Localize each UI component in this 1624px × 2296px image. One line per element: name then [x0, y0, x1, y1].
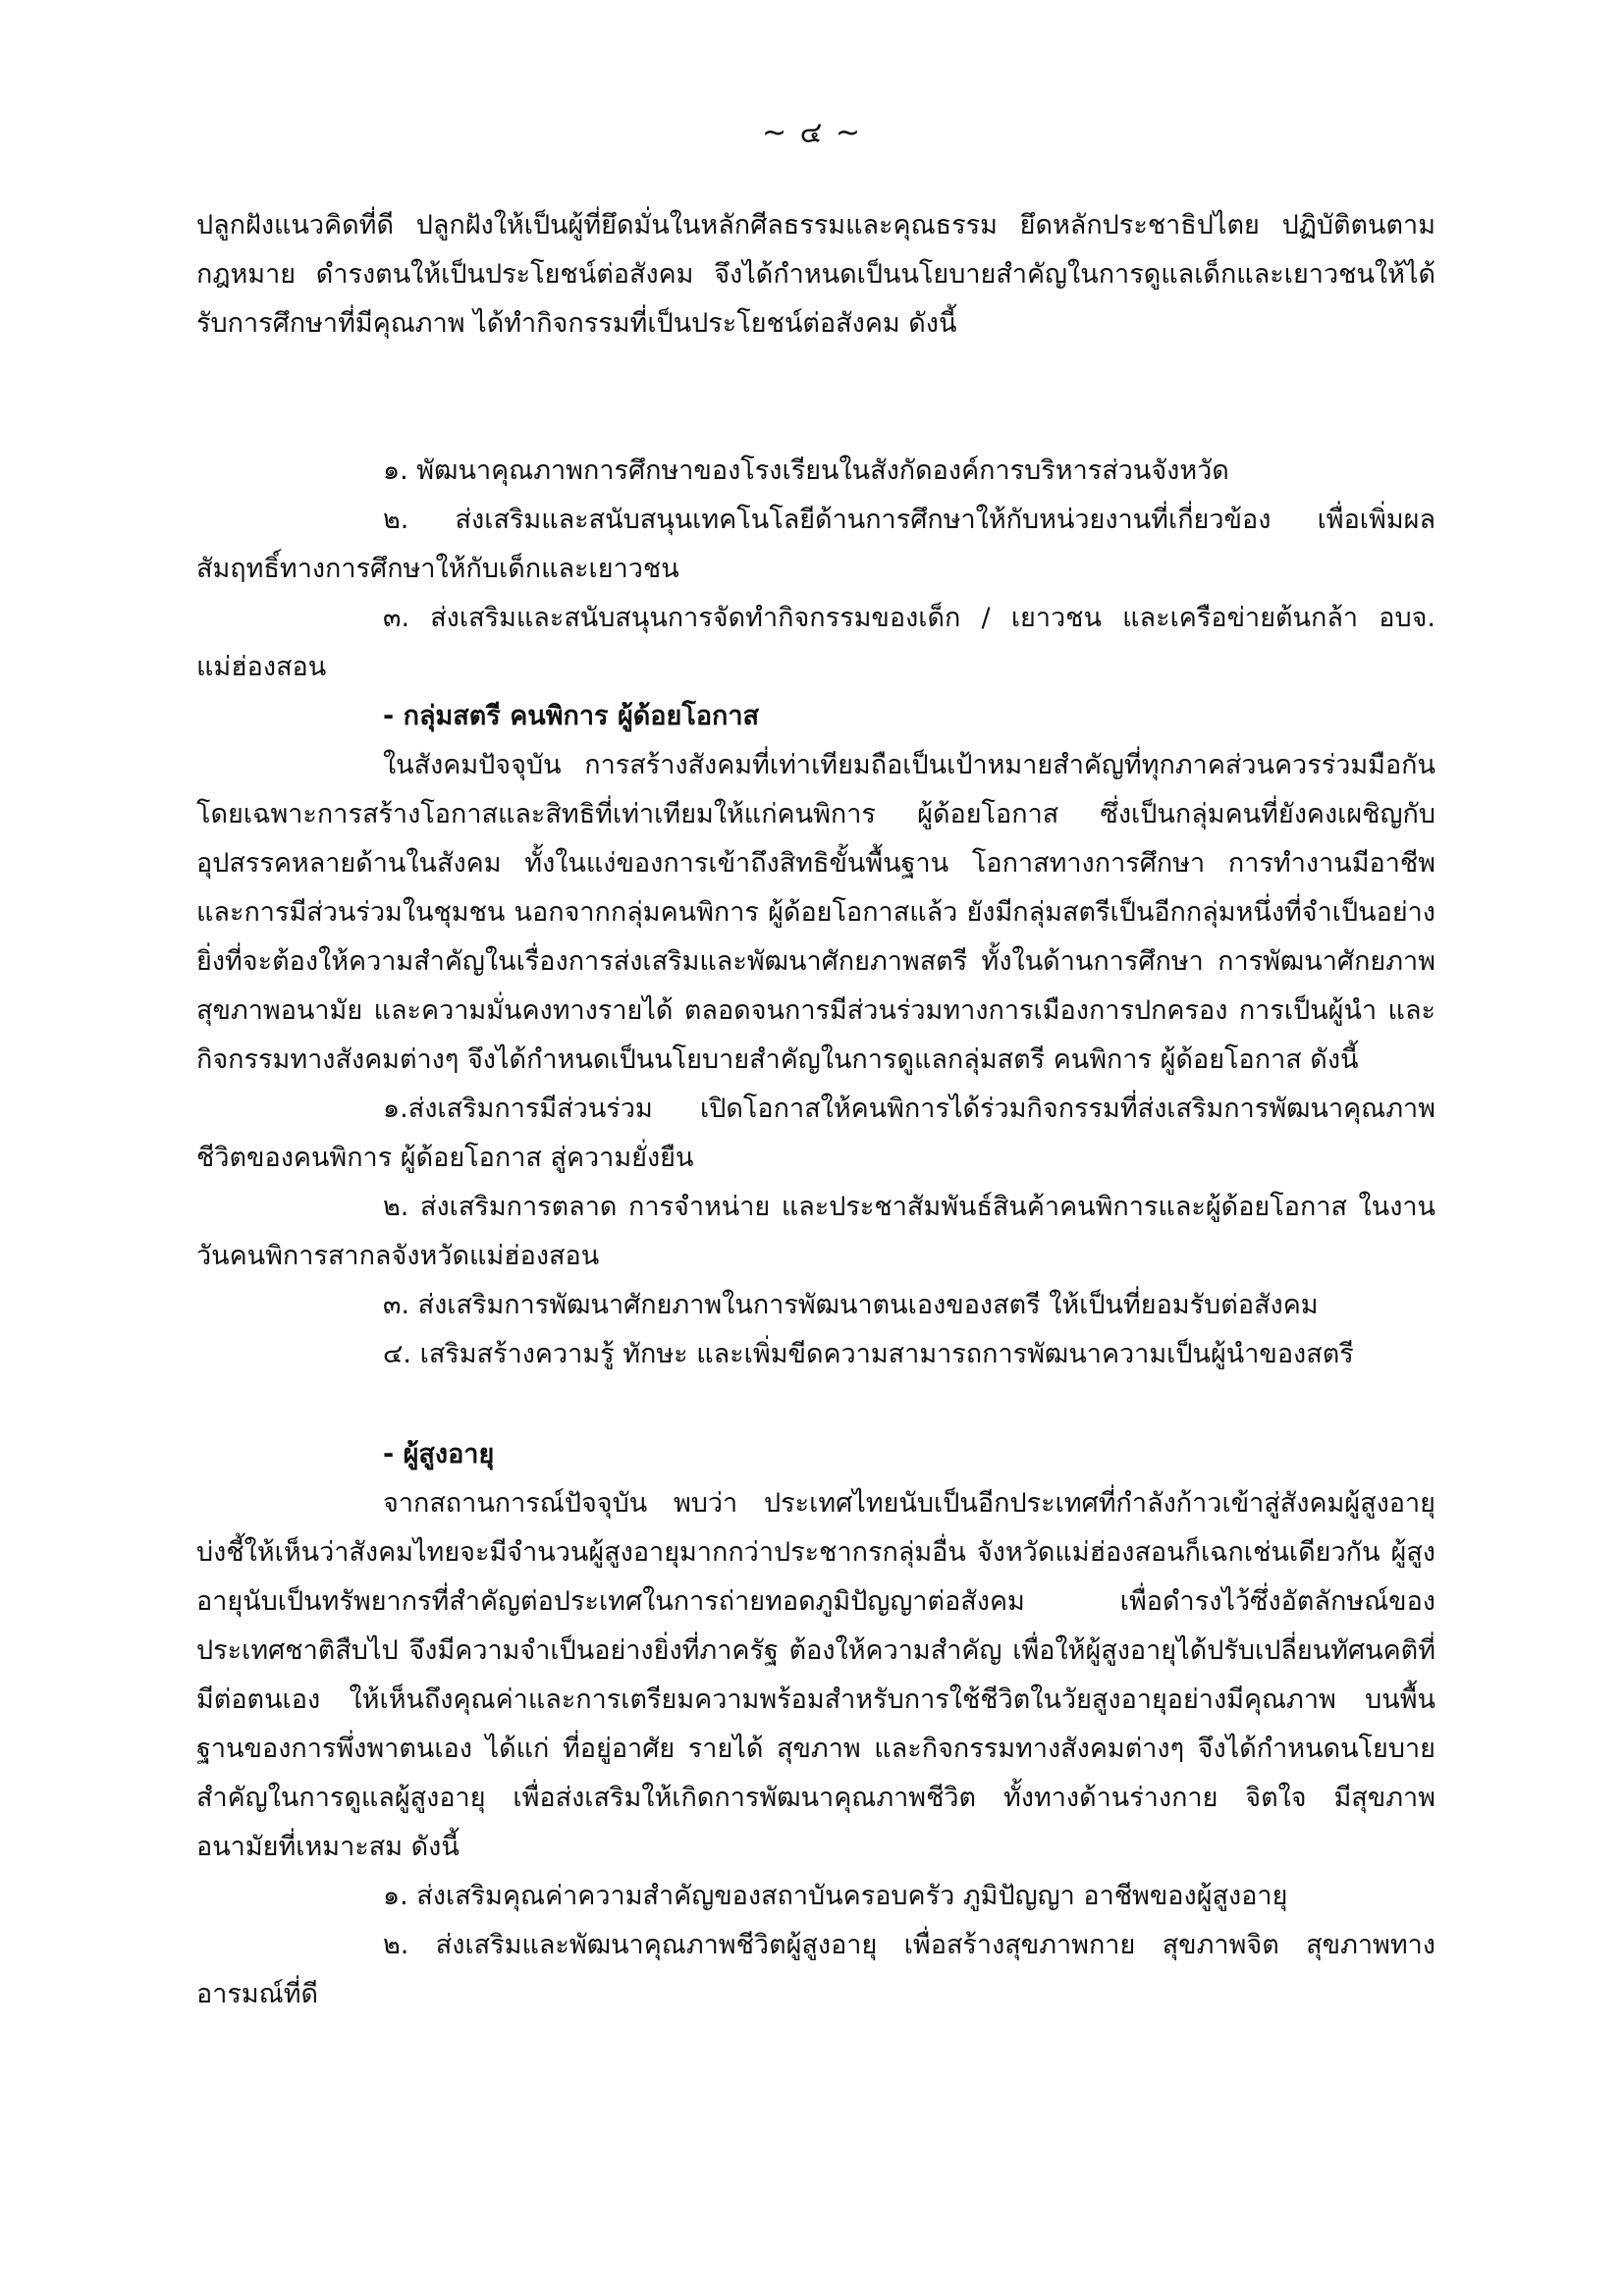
elderly-item-1: ๑. ส่งเสริมคุณค่าความสำคัญของสถาบันครอบครัว ภูมิปัญญา อาชีพของผู้สูงอายุ — [383, 1881, 1288, 1911]
women-item-2: ๒. ส่งเสริมการตลาด การจำหน่าย และประชาสัมพันธ์สินค้าคนพิการและผู้ด้อยโอกาส ในงานวันคนพิการสากลจังหวัดแม่ฮ่องสอน — [196, 1192, 1435, 1271]
elderly-section-heading: - ผู้สูงอายุ — [383, 1439, 495, 1469]
spacer — [196, 1379, 1435, 1430]
document-body — [196, 201, 1435, 2019]
women-item-3: ๓. ส่งเสริมการพัฒนาศักยภาพในการพัฒนาตนเองของสตรี ให้เป็นที่ยอมรับต่อสังคม — [383, 1290, 1319, 1320]
intro-paragraph: ปลูกฝังแนวคิดที่ดี ปลูกฝังให้เป็นผู้ที่ยึดมั่นในหลักศีลธรรมและคุณธรรม ยึดหลักประชาธิปไตย ปฏิบัติตนตามกฎหมาย ดำรงตนให้เป็นประโยชน์ต่อสังคม จึงได้กำหนดเป็นนโยบายสำคัญในการดูแลเด็กและเยาวชนให้ได้รับการศึกษาที่มีคุณภาพ ได้ทำกิจกรรมที่เป็นประโยชน์ต่อสังคม ดังนี้ — [196, 210, 1435, 339]
women-item-1: ๑.ส่งเสริมการมีส่วนร่วม เปิดโอกาสให้คนพิการได้ร่วมกิจกรรมที่ส่งเสริมการพัฒนาคุณภาพชีวิตของคนพิการ ผู้ด้อยโอกาส สู่ความยั่งยืน — [196, 1094, 1435, 1173]
women-section-paragraph: ในสังคมปัจจุบัน การสร้างสังคมที่เท่าเทียมถือเป็นเป้าหมายสำคัญที่ทุกภาคส่วนควรร่วมมือกัน โดยเฉพาะการสร้างโอกาสและสิทธิที่เท่าเทียมให้แก่คนพิการ ผู้ด้อยโอกาส ซึ่งเป็นกลุ่มคนที่ยังคงเผชิญกับอุปสรรคหลายด้านในสังคม ทั้งในแง่ของการเข้าถึงสิทธิขั้นพื้นฐาน โอกาสทางการศึกษา การทำงานมีอาชีพ และการมีส่วนร่วมในชุมชน นอกจากกลุ่มคนพิการ ผู้ด้อยโอกาสแล้ว ยังมีกลุ่มสตรีเป็นอีกกลุ่มหนึ่งที่จำเป็นอย่างยิ่งที่จะต้องให้ความสำคัญในเรื่องการส่งเสริมและพัฒนาศักยภาพสตรี ทั้งในด้านการศึกษา การพัฒนาศักยภาพ สุขภาพอนามัย และความมั่นคงทางรายได้ ตลอดจนการมีส่วนร่วมทางการเมืองการปกครอง การเป็นผู้นำ และกิจกรรมทางสังคมต่างๆ จึงได้กำหนดเป็นนโยบายสำคัญในการดูแลกลุ่มสตรี คนพิการ ผู้ด้อยโอกาส ดังนี้ — [196, 750, 1435, 1075]
youth-item-2: ๒. ส่งเสริมและสนับสนุนเทคโนโลยีด้านการศึกษาให้กับหน่วยงานที่เกี่ยวข้อง เพื่อเพิ่มผลสัมฤทธิ์ทางการศึกษาให้กับเด็กและเยาวชน — [196, 505, 1435, 584]
elderly-section-paragraph: จากสถานการณ์ปัจจุบัน พบว่า ประเทศไทยนับเป็นอีกประเทศที่กำลังก้าวเข้าสู่สังคมผู้สูงอายุ บ่งชี้ให้เห็นว่าสังคมไทยจะมีจำนวนผู้สูงอายุมากกว่าประชากรกลุ่มอื่น จังหวัดแม่ฮ่องสอนก็เฉกเช่นเดียวกัน ผู้สูงอายุนับเป็นทรัพยากรที่สำคัญต่อประเทศในการถ่ายทอดภูมิปัญญาต่อสังคม เพื่อดำรงไว้ซึ่งอัตลักษณ์ของประเทศชาติสืบไป จึงมีความจำเป็นอย่างยิ่งที่ภาครัฐ ต้องให้ความสำคัญ เพื่อให้ผู้สูงอายุได้ปรับเปลี่ยนทัศนคติที่มีต่อตนเอง ให้เห็นถึงคุณค่าและการเตรียมความพร้อมสำหรับการใช้ชีวิตในวัยสูงอายุอย่างมีคุณภาพ บนพื้นฐานของการพึ่งพาตนเอง ได้แก่ ที่อยู่อาศัย รายได้ สุขภาพ และกิจกรรมทางสังคมต่างๆ จึงได้กำหนดนโยบายสำคัญในการดูแลผู้สูงอายุ เพื่อส่งเสริมให้เกิดการพัฒนาคุณภาพชีวิต ทั้งทางด้านร่างกาย จิตใจ มีสุขภาพอนามัยที่เหมาะสม ดังนี้ — [196, 1488, 1435, 1862]
women-section-heading: - กลุ่มสตรี คนพิการ ผู้ด้อยโอกาส — [383, 701, 760, 731]
youth-item-1: ๑. พัฒนาคุณภาพการศึกษาของโรงเรียนในสังกัดองค์การบริหารส่วนจังหวัด — [383, 455, 1229, 486]
youth-item-3: ๓. ส่งเสริมและสนับสนุนการจัดทำกิจกรรมของเด็ก / เยาวชน และเครือข่ายต้นกล้า อบจ. แม่ฮ่องสอน — [196, 603, 1435, 682]
spacer — [196, 348, 1435, 447]
women-item-4: ๔. เสริมสร้างความรู้ ทักษะ และเพิ่มขีดความสามารถการพัฒนาความเป็นผู้นำของสตรี — [383, 1339, 1354, 1369]
page-number: ~ ๔ ~ — [761, 116, 863, 150]
elderly-item-2: ๒. ส่งเสริมและพัฒนาคุณภาพชีวิตผู้สูงอายุ เพื่อสร้างสุขภาพกาย สุขภาพจิต สุขภาพทางอารมณ์ที่ดี — [196, 1930, 1435, 2009]
